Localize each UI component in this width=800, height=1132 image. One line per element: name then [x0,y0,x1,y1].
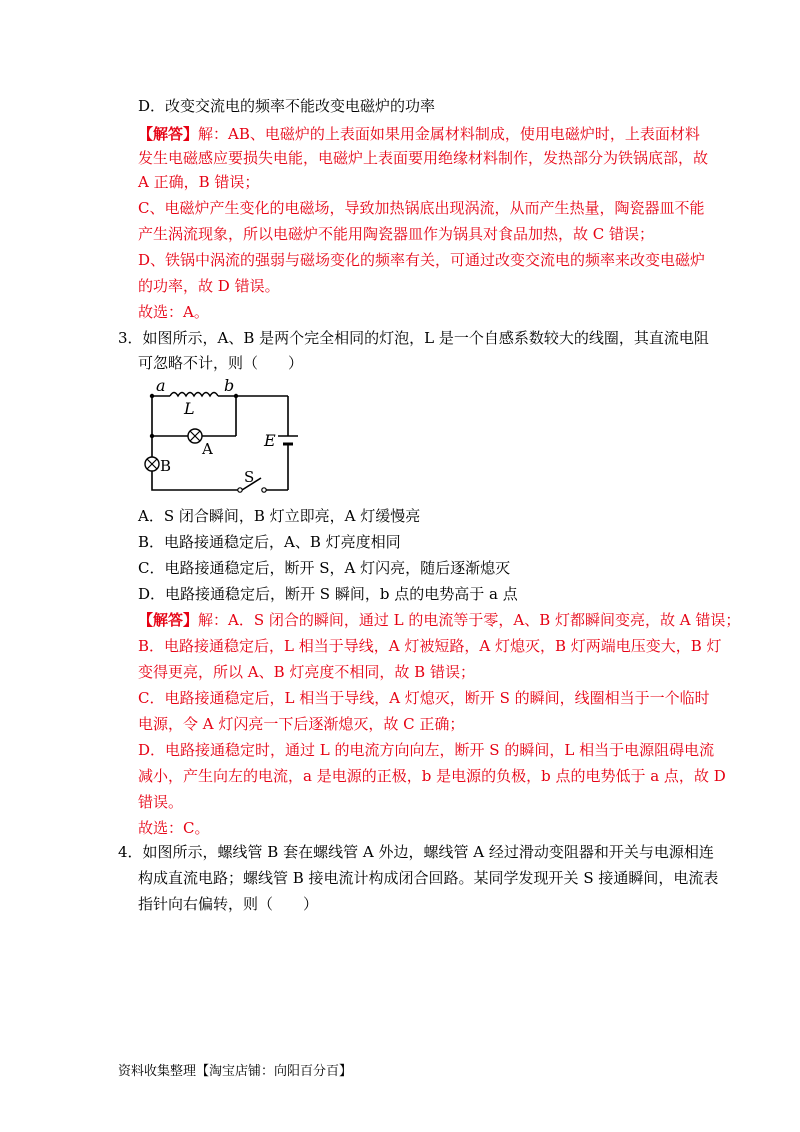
switch-contact-icon [238,488,242,492]
q3-answer-line-6: D．电路接通稳定时，通过 L 的电流方向向左，断开 S 的瞬间，L 相当于电源阻碍电流 [138,741,715,759]
q3-stem-line-2: 可忽略不计，则（ ） [138,354,304,372]
q3-option-b: B．电路接通稳定后，A、B 灯亮度相同 [138,533,401,551]
q3-answer-line-2: B．电路接通稳定后，L 相当于导线，A 灯被短路，A 灯熄灭，B 灯两端电压变大，B 灯 [138,637,722,655]
q3-answer-line-4: C．电路接通稳定后，L 相当于导线，A 灯熄灭，断开 S 的瞬间，线圈相当于一个临时 [138,689,710,707]
q2-answer-line-7: 的功率，故 D 错误。 [138,277,280,295]
q3-circuit-diagram [140,378,300,498]
label-a: a [156,378,166,395]
q2-answer-line-2: 发生电磁感应要损失电能，电磁炉上表面要用绝缘材料制作，发热部分为铁锅底部，故 [138,149,709,167]
q3-answer-tag: 【解答】 [138,611,199,629]
q3-answer-line-9: 故选：C。 [138,819,210,837]
q2-answer-line-5: 产生涡流现象，所以电磁炉不能用陶瓷器皿作为锅具对食品加热，故 C 错误； [138,225,655,243]
label-lamp-a: A [202,440,213,458]
q3-answer-line-8: 错误。 [138,793,184,811]
q2-answer-tag: 【解答】 [138,125,199,143]
q3-answer-line-3: 变得更亮，所以 A、B 灯亮度不相同，故 B 错误； [138,663,475,681]
q2-answer-line-1: 【解答】解：AB、电磁炉的上表面如果用金属材料制成，使用电磁炉时，上表面材料 [138,125,700,143]
label-lamp-b: B [160,457,172,475]
label-switch: S [244,468,255,486]
footer-text: 资料收集整理【淘宝店铺：向阳百分百】 [118,1064,353,1079]
q4-stem-line-2: 构成直流电路；螺线管 B 接电流计构成闭合回路。某同学发现开关 S 接通瞬间，电流表 [138,869,719,887]
q3-answer-line-7: 减小，产生向左的电流，a 是电源的正极，b 是电源的负极，b 点的电势低于 a 点，故 D [138,767,726,785]
q4-stem-line-1: 4．如图所示，螺线管 B 套在螺线管 A 外边，螺线管 A 经过滑动变阻器和开关与电源相连 [118,843,714,861]
q3-stem-line-1: 3．如图所示，A、B 是两个完全相同的灯泡，L 是一个自感系数较大的线圈，其直流电阻 [118,329,709,347]
q4-stem-line-3: 指针向右偏转，则（ ） [138,895,319,913]
label-emf: E [264,431,276,450]
q3-answer-line-1: 【解答】解：A．S 闭合的瞬间，通过 L 的电流等于零，A、B 灯都瞬间变亮，故 A 错误； [138,611,741,629]
q2-answer-line-3: A 正确，B 错误； [138,173,260,191]
q2-answer-line-6: D、铁锅中涡流的强弱与磁场变化的频率有关，可通过改变交流电的频率来改变电磁炉 [138,251,706,269]
lamp-a-icon [188,429,202,443]
q3-answer-line-5: 电源，令 A 灯闪亮一下后逐渐熄灭，故 C 正确； [138,715,465,733]
q3-option-a: A．S 闭合瞬间，B 灯立即亮，A 灯缓慢亮 [138,507,421,525]
q3-option-c: C．电路接通稳定后，断开 S，A 灯闪亮，随后逐渐熄灭 [138,559,511,577]
lamp-b-icon [145,457,159,471]
q2-answer-line-4: C、电磁炉产生变化的电磁场，导致加热锅底出现涡流，从而产生热量，陶瓷器皿不能 [138,199,705,217]
label-inductor: L [184,399,195,418]
q2-option-d: D．改变交流电的频率不能改变电磁炉的功率 [138,97,436,115]
q2-answer-line-8: 故选：A。 [138,303,209,321]
q3-option-d: D．电路接通稳定后，断开 S 瞬间，b 点的电势高于 a 点 [138,585,518,603]
label-b: b [224,378,235,395]
